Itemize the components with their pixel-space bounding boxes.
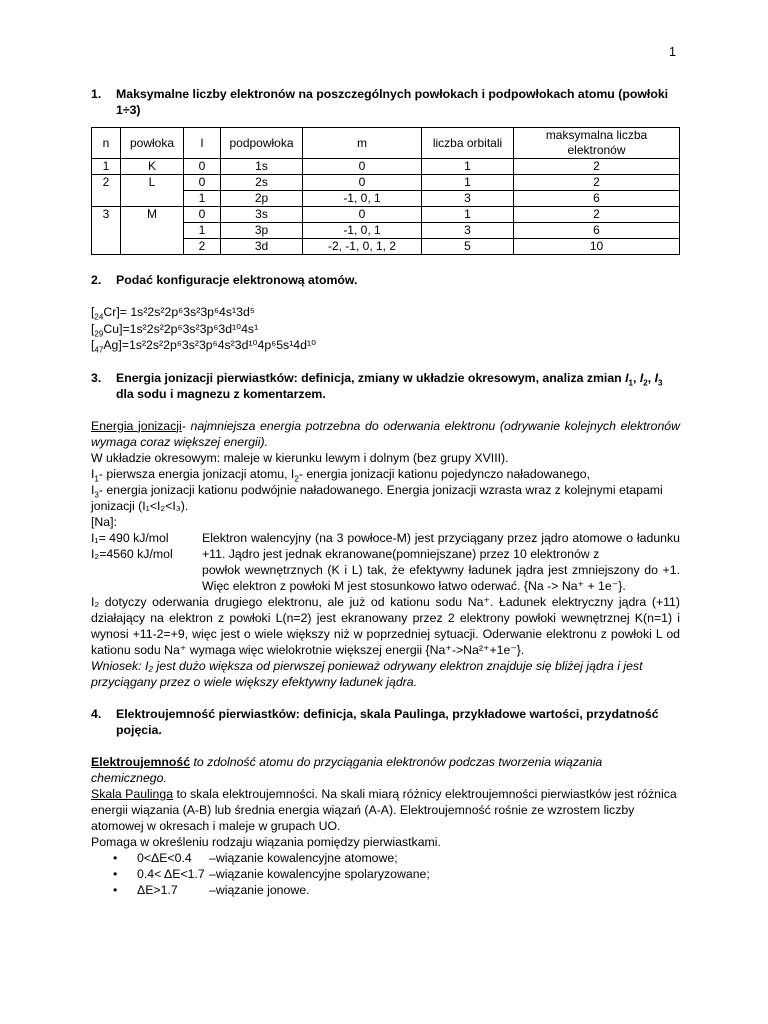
table-cell: 2 — [514, 175, 680, 191]
i1-i2-definition: $I_1-$ pierwsza energia jonizacji atomu, $I_2-$ energia jonizacji kationu pojedynczo naładowanego, — [91, 466, 591, 483]
table-cell: 3 — [422, 191, 514, 207]
table-cell: 3p — [221, 223, 303, 239]
table-cell: M — [121, 207, 184, 223]
sodium-explanation-2: powłok wewnętrznych (K i L) tak, że efektywny ładunek jądra jest zmniejszony do +1. Więc elektron z powłoki M jest stosunkowo łatwo oderwać. {Na -> Na⁺ + 1e⁻}. — [202, 562, 680, 593]
sodium-explanation-1: Elektron walencyjny (na 3 powłoce-M) jest przyciągany przez jądro atomowe o ładunku +11. Jądro jest jednak ekranowane(pomniejszane) przez 10 elektronów z — [202, 530, 680, 561]
section-number: 4. — [91, 706, 102, 721]
table-cell: L — [121, 175, 184, 191]
table-cell: 6 — [514, 191, 680, 207]
sodium-label: [Na]: — [91, 514, 117, 529]
table-row — [92, 175, 680, 191]
section-number: 3. — [91, 370, 102, 385]
table-cell: 0 — [303, 175, 422, 191]
config-cu: $[_{29}Cu]=1s^22s^22p^63s^23p^63d^{10}4s^1$ — [91, 321, 259, 338]
table-cell: 0 — [184, 175, 221, 191]
table-cell — [121, 191, 184, 207]
table-cell: 3s — [221, 207, 303, 223]
section-3-heading — [91, 370, 680, 402]
list-item: • ΔE>1.7 –wiązanie jonowe. — [113, 882, 310, 897]
table-row — [92, 159, 680, 175]
table-cell: 2p — [221, 191, 303, 207]
list-item: • 0<ΔE<0.4 –wiązanie kowalencyjne atomowe; — [113, 850, 398, 865]
table-cell: 0 — [303, 159, 422, 175]
table-cell: -1, 0, 1 — [303, 191, 422, 207]
table-cell: 3d — [221, 239, 303, 255]
table-cell: 0 — [303, 207, 422, 223]
section-title: Maksymalne liczby elektronów na poszczególnych powłokach i podpowłokach atomu (powłoki 1÷3) — [116, 87, 669, 117]
table-header: n — [92, 128, 121, 159]
table-cell: 6 — [514, 223, 680, 239]
i1-value: I₁= 490 kJ/mol — [91, 530, 169, 545]
table-header: liczba orbitali — [422, 128, 514, 159]
table-cell: 5 — [422, 239, 514, 255]
electronegativity-definition: Elektroujemność to zdolność atomu do przyciągania elektronów podczas tworzenia wiązania chemicznego. — [91, 754, 603, 785]
table-cell: 1 — [422, 175, 514, 191]
table-header: maksymalna liczba elektronów — [514, 128, 680, 159]
table-header-row — [92, 128, 680, 159]
table-header: l — [184, 128, 221, 159]
table-cell: 1 — [422, 207, 514, 223]
section-number: 1. — [91, 87, 102, 101]
bullet-icon: • — [113, 850, 118, 865]
section-2-heading — [91, 272, 680, 288]
table-cell — [121, 223, 184, 239]
bond-type-intro: Pomaga w określeniu rodzaju wiązania pomiędzy pierwiastkami. — [91, 834, 441, 849]
config-cr: $[_{24}Cr]= 1s^22s^22p^63s^23p^64s^13d^5$ — [91, 305, 255, 322]
periodic-trend: W układzie okresowym: maleje w kierunku lewym i dolnym (bez grupy XVIII). — [91, 450, 509, 465]
ionization-energy-section — [91, 418, 680, 690]
list-item: • 0.4< ΔE<1.7 –wiązanie kowalencyjne spolaryzowane; — [113, 866, 430, 881]
table-cell: 1 — [92, 159, 121, 175]
table-cell: 0 — [184, 207, 221, 223]
table-cell — [121, 239, 184, 255]
table-cell: K — [121, 159, 184, 175]
electron-configurations — [91, 304, 680, 354]
table-cell: -2, -1, 0, 1, 2 — [303, 239, 422, 255]
table-cell: 2 — [184, 239, 221, 255]
table-cell: 3 — [422, 223, 514, 239]
table-cell — [92, 191, 121, 207]
ionization-definition: Energia jonizacji- najmniejsza energia potrzebna do oderwania elektronu (odrywanie kolejnych elektronów wymaga coraz większej energii). — [91, 418, 681, 449]
table-header: powłoka — [121, 128, 184, 159]
table-cell — [92, 239, 121, 255]
table-header: podpowłoka — [221, 128, 303, 159]
table-cell: -1, 0, 1 — [303, 223, 422, 239]
table-cell: 0 — [184, 159, 221, 175]
page-number: 1 — [669, 45, 676, 59]
i2-paragraph: I₂ dotyczy oderwania drugiego elektronu, ale już od kationu sodu Na⁺. Ładunek elektryczny jądra (+11) działający na elektron z powłoki L(n=2) jest ekranowany przez 2 elektrony powłoki wewnętrznej K(n=1) i wynosi +11-2=+9, więc jest o wiele większy niż w poprzedniej sytuacji. Oderwanie elektronu z powłoki L od kationu sodu Na⁺ wymaga więc wielokrotnie większej energii {Na⁺->Na²⁺+1e⁻}. — [91, 594, 680, 657]
table-row — [92, 191, 680, 207]
conclusion: Wniosek: I₂ jest dużo większa od pierwszej ponieważ odrywany elektron znajduje się bliżej jądra i jest przyciągany przez o wiele większy efektywny ładunek jądra. — [91, 658, 643, 689]
section-4-heading — [91, 706, 680, 738]
table-cell: 2s — [221, 175, 303, 191]
i2-value: I₂=4560 kJ/mol — [91, 546, 173, 561]
i3-definition: $I_3-$ energia jonizacji kationu podwójnie naładowanego. Energia jonizacji wzrasta wraz z kolejnymi etapami jonizacji (I₁<I₂<I₃). — [91, 482, 663, 513]
table-cell: 1 — [422, 159, 514, 175]
table-cell — [92, 223, 121, 239]
pauling-scale: Skala Paulinga to skala elektroujemności. Na skali miarą różnicy elektroujemności pierwiastków jest różnica energii wiązania (A-B) lub średnia energia wiązań (A-A). Elektroujemność rośnie ze wzrostem liczby atomowej w okresach i maleje w grupach UO. — [91, 786, 677, 833]
table-cell: 3 — [92, 207, 121, 223]
section-title: Elektroujemność pierwiastków: definicja, skala Paulinga, przykładowe wartości, przydatność pojęcia. — [116, 706, 659, 737]
table-row — [92, 207, 680, 223]
section-number: 2. — [91, 273, 102, 287]
table-cell: 1 — [184, 223, 221, 239]
bullet-icon: • — [113, 866, 118, 881]
electron-shell-table — [91, 127, 680, 255]
table-cell: 1 — [184, 191, 221, 207]
table-row — [92, 223, 680, 239]
table-cell: 10 — [514, 239, 680, 255]
section-1-heading — [91, 86, 680, 118]
table-cell: 2 — [514, 207, 680, 223]
sodium-i1-row — [91, 530, 680, 562]
table-cell: 2 — [514, 159, 680, 175]
section-title: Energia jonizacji pierwiastków: definicja, zmiany w układzie okresowym, analiza zmian $I_1$, $I_2$, $I_3$ dla sodu i magnezu z komentarzem. — [116, 370, 663, 401]
electronegativity-section — [91, 754, 680, 898]
bullet-icon: • — [113, 882, 118, 897]
config-ag: $[_{47}Ag]=1s^22s^22p^63s^23p^64s^23d^{10}4p^65s^14d^{10}$ — [91, 338, 317, 355]
table-cell: 2 — [92, 175, 121, 191]
document-body — [91, 86, 680, 898]
table-header: m — [303, 128, 422, 159]
table-row — [92, 239, 680, 255]
bond-type-list — [91, 850, 680, 898]
section-title: Podać konfiguracje elektronową atomów. — [116, 273, 358, 287]
table-cell: 1s — [221, 159, 303, 175]
